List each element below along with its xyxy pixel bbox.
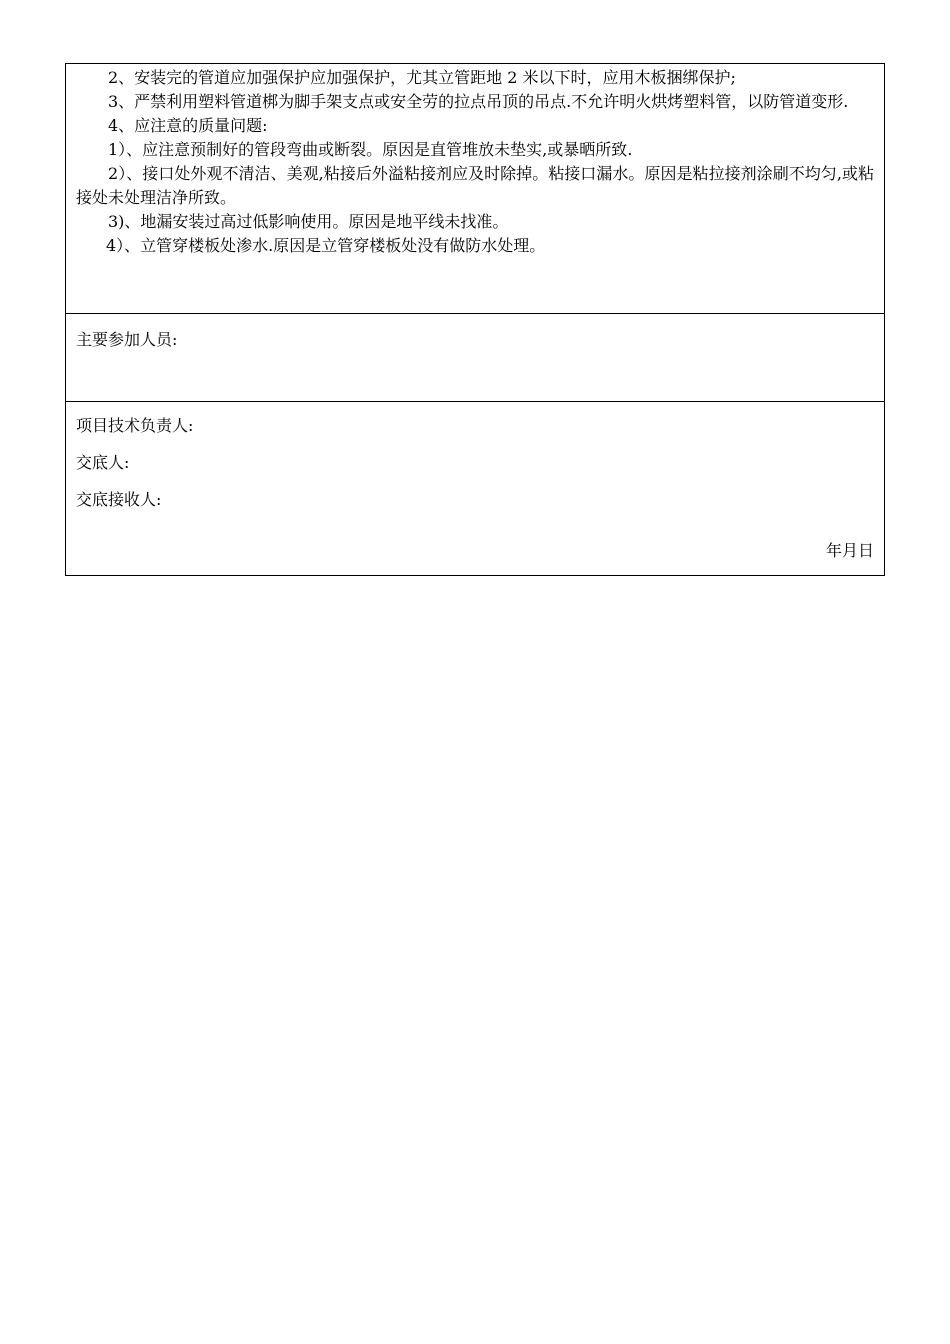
participants-cell <box>66 313 884 401</box>
participants-label: 主要参加人员: <box>76 330 178 349</box>
presenter-label: 交底人: <box>76 453 130 472</box>
paragraph-quality-1: 1）、应注意预制好的管段弯曲或断裂。原因是直管堆放未垫实,或暴晒所致. <box>108 140 633 159</box>
content-cell <box>66 64 884 313</box>
paragraph-quality-2: 2）、接口处外观不清洁、美观,粘接后外溢粘接剂应及时除掉。粘接口漏水。原因是粘拉接剂涂刷不均匀,或粘接处未处理洁净所致。 <box>76 164 874 207</box>
paragraph-quality-3: 3)、地漏安装过高过低影响使用。原因是地平线未找准。 <box>108 212 509 231</box>
disclosure-table <box>65 63 885 576</box>
paragraph-quality-4: 4）、立管穿楼板处渗水.原因是立管穿楼板处没有做防水处理。 <box>106 236 546 255</box>
receiver-label: 交底接收人: <box>76 490 162 509</box>
date-label: 年月日 <box>825 541 874 560</box>
tech-lead-label: 项目技术负责人: <box>76 416 194 435</box>
paragraph-quality-heading: 4、应注意的质量问题: <box>108 116 268 135</box>
paragraph-prohibition: 3、严禁利用塑料管道梆为脚手架支点或安全劳的拉点吊顶的吊点.不允许明火烘烤塑料管，以防管道变形. <box>108 92 849 111</box>
paragraph-protection: 2、安装完的管道应加强保护应加强保护，尤其立管距地 2 米以下时，应用木板捆绑保护; <box>108 68 736 87</box>
signoff-cell <box>66 401 884 575</box>
